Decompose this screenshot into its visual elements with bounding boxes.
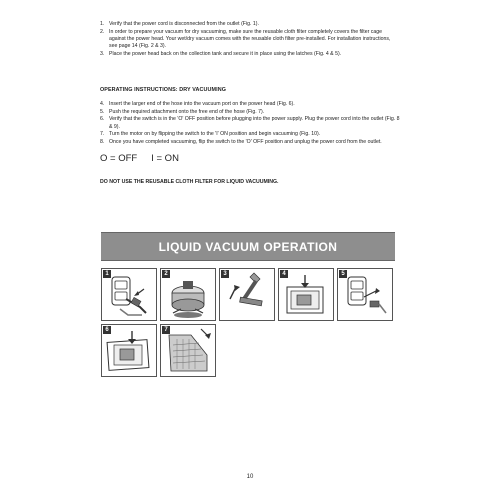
- banner-title: LIQUID VACUUM OPERATION: [158, 239, 338, 254]
- figure-number: 5: [339, 270, 347, 278]
- list-item: [100, 29, 400, 51]
- warning-text: DO NOT USE THE REUSABLE CLOTH FILTER FOR LIQUID VACUUMING.: [100, 179, 279, 185]
- step-text: Insert the larger end of the hose into the vacuum port on the power head (Fig. 6).: [109, 101, 295, 107]
- figure-4: [278, 268, 334, 321]
- figure-number: 6: [103, 326, 111, 334]
- operating-steps-list: [100, 101, 400, 147]
- step-text: In order to prepare your vacuum for dry vacuuming, make sure the reusable cloth filter completely covers the filter cage against the power head. Your wet/dry vacuum comes with the reusable cloth filter pre-installed. For installation instructions, see page 14 (Fig. 2 & 3).: [109, 28, 391, 50]
- list-item: [100, 51, 400, 58]
- list-item: [100, 139, 400, 146]
- step-text: Verify that the power cord is disconnected from the outlet (Fig. 1).: [109, 21, 259, 27]
- figure-number: 3: [221, 270, 229, 278]
- figure-number: 7: [162, 326, 170, 334]
- figure-number: 1: [103, 270, 111, 278]
- step-number: 2.: [100, 28, 105, 35]
- list-item: [100, 131, 400, 138]
- step-number: 4.: [100, 101, 105, 107]
- step-text: Turn the motor on by flipping the switch to the 'I' ON position and begin vacuuming (Fig. 10).: [109, 131, 321, 138]
- switch-legend: [100, 153, 179, 164]
- page-number: 10: [246, 474, 254, 480]
- figure-7: [160, 324, 216, 377]
- section-heading: OPERATING INSTRUCTIONS: DRY VACUUMING: [100, 87, 226, 93]
- section-banner: [101, 232, 395, 261]
- step-number: 6.: [100, 116, 105, 123]
- switch-off-label: O = OFF: [100, 153, 138, 164]
- step-text: Once you have completed vacuuming, flip the switch to the 'O' OFF position and unplug the power cord from the outlet.: [109, 139, 382, 146]
- step-number: 1.: [100, 21, 105, 27]
- prep-steps-list: [100, 21, 400, 59]
- figure-6: [101, 324, 157, 377]
- step-number: 3.: [100, 50, 105, 57]
- list-item: [100, 101, 400, 108]
- step-number: 7.: [100, 131, 105, 138]
- list-item: [100, 116, 400, 131]
- figure-number: 4: [280, 270, 288, 278]
- step-text: Verify that the switch is in the 'O' OFF position before plugging into the power supply. Plug the power cord into the outlet (Fig. 8 & 9).: [109, 116, 400, 130]
- step-text: Push the required attachment onto the free end of the hose (Fig. 7).: [109, 108, 265, 115]
- list-item: [100, 109, 400, 116]
- figure-5: [337, 268, 393, 321]
- list-item: [100, 21, 400, 28]
- step-text: Place the power head back on the collection tank and secure it in place using the latches (Fig. 4 & 5).: [109, 50, 342, 57]
- switch-on-label: I = ON: [151, 153, 179, 164]
- figure-2: [160, 268, 216, 321]
- step-number: 8.: [100, 139, 105, 146]
- step-number: 5.: [100, 108, 105, 115]
- figure-1: [101, 268, 157, 321]
- figure-number: 2: [162, 270, 170, 278]
- figure-3: [219, 268, 275, 321]
